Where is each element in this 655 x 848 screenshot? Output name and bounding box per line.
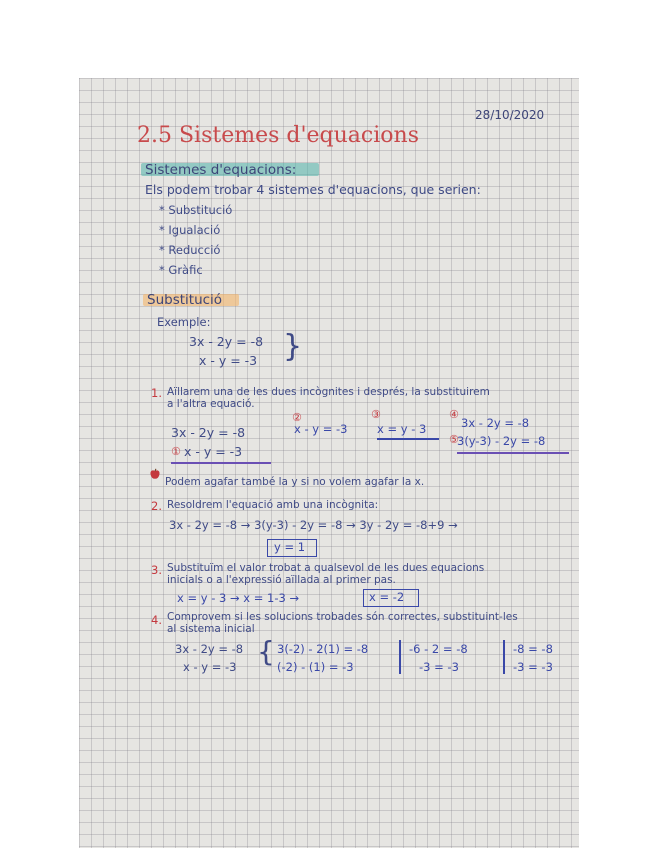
step-text: a l'altra equació. [167, 398, 255, 410]
isolation-eq: x - y = -3 [294, 422, 348, 436]
bullet-item: * Substitució [159, 203, 233, 217]
check-eq: -8 = -8 [513, 642, 553, 656]
example-label: Exemple: [157, 315, 211, 329]
section-heading-systems: Sistemes d'equacions: [145, 162, 297, 178]
example-eq: 3x - 2y = -8 [189, 334, 264, 349]
separator [503, 640, 505, 674]
step-work: 3x - 2y = -8 → 3(y-3) - 2y = -8 → 3y - 2y = -8+9 → [169, 518, 458, 532]
step-marker: ③ [371, 408, 381, 421]
step-text: Comprovem si les solucions trobades són correctes, substituint-les [167, 611, 518, 623]
brace-glyph: } [283, 329, 303, 364]
isolation-eq: x = y - 3 [377, 422, 427, 436]
step-text: Resoldrem l'equació amb una incògnita: [167, 499, 379, 511]
notebook-page [79, 78, 579, 848]
check-eq: 3x - 2y = -8 [175, 642, 244, 656]
check-eq: x - y = -3 [183, 660, 237, 674]
bullet-item: * Igualació [159, 223, 221, 237]
underline [171, 462, 271, 464]
date: 28/10/2020 [475, 108, 545, 122]
bullet-item: * Reducció [159, 243, 221, 257]
apple-icon [149, 468, 161, 480]
result-value: y = 1 [274, 540, 306, 554]
example-eq: x - y = -3 [199, 353, 258, 368]
step-number: 4. [151, 613, 162, 627]
substitution-eq: 3x - 2y = -8 [461, 416, 530, 430]
brace-glyph: { [257, 635, 275, 668]
step-marker: ④ [449, 408, 459, 421]
step-work: x = y - 3 → x = 1-3 → [177, 591, 300, 605]
step-marker: ② [292, 411, 302, 424]
check-eq: (-2) - (1) = -3 [277, 660, 354, 674]
section-heading-substitution: Substitució [147, 292, 223, 308]
step-marker: ① [171, 445, 181, 458]
result-value: x = -2 [369, 590, 405, 604]
check-eq: 3(-2) - 2(1) = -8 [277, 642, 369, 656]
step-text: Aïllarem una de les dues incògnites i després, la substituirem [167, 386, 490, 398]
substitution-eq: 3(y-3) - 2y = -8 [457, 434, 546, 448]
step-text: Substituïm el valor trobat a qualsevol de les dues equacions [167, 562, 485, 574]
step-text: inicials o a l'expressió aïllada al primer pas. [167, 574, 396, 586]
step-number: 3. [151, 563, 162, 577]
step-number: 2. [151, 499, 162, 513]
separator [399, 640, 401, 674]
system-eq: x - y = -3 [184, 444, 243, 459]
intro-text: Els podem trobar 4 sistemes d'equacions, que serien: [145, 182, 481, 197]
underline [377, 438, 439, 440]
check-eq: -3 = -3 [419, 660, 459, 674]
step-text: al sistema inicial [167, 623, 255, 635]
check-eq: -3 = -3 [513, 660, 553, 674]
step-number: 1. [151, 386, 162, 400]
check-eq: -6 - 2 = -8 [409, 642, 468, 656]
bullet-item: * Gràfic [159, 263, 203, 277]
page-title: 2.5 Sistemes d'equacions [137, 123, 419, 148]
underline [457, 452, 569, 454]
note-text: Podem agafar també la y si no volem agafar la x. [165, 476, 425, 488]
step-marker: ⑤ [449, 433, 459, 446]
system-eq: 3x - 2y = -8 [171, 425, 246, 440]
